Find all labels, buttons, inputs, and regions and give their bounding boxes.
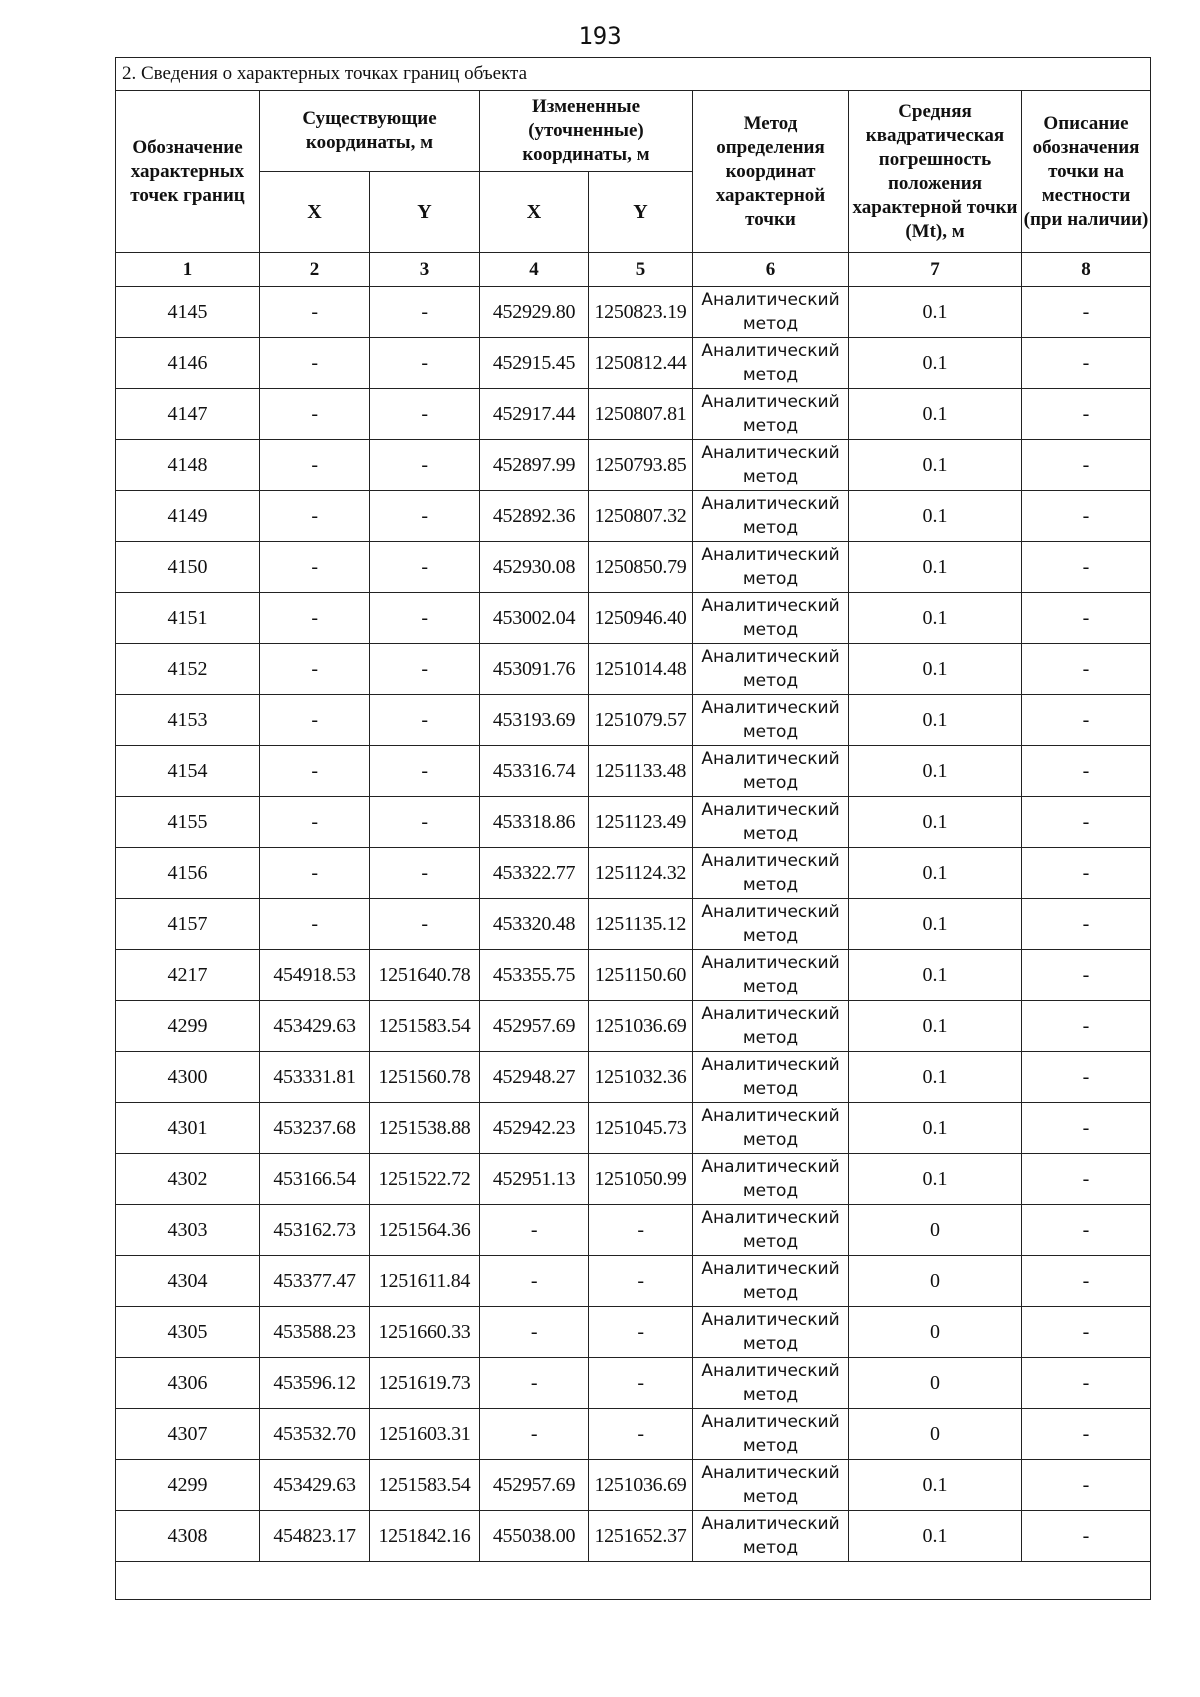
description-cell: -	[1022, 542, 1151, 593]
description-cell: -	[1022, 1460, 1151, 1511]
mean-square-error-cell: 0.1	[849, 338, 1022, 389]
method-cell: Аналитический метод	[693, 1205, 849, 1256]
description-cell: -	[1022, 338, 1151, 389]
method-cell: Аналитический метод	[693, 491, 849, 542]
method-cell: Аналитический метод	[693, 542, 849, 593]
changed-y-cell: 1251133.48	[589, 746, 693, 797]
changed-x-cell: 453193.69	[480, 695, 589, 746]
existing-y-cell: 1251640.78	[370, 950, 480, 1001]
point-id-cell: 4305	[116, 1307, 260, 1358]
point-id-cell: 4148	[116, 440, 260, 491]
changed-y-cell: 1251135.12	[589, 899, 693, 950]
table-row	[116, 1511, 1151, 1562]
description-cell: -	[1022, 287, 1151, 338]
mean-square-error-cell: 0.1	[849, 746, 1022, 797]
changed-x-cell: 452942.23	[480, 1103, 589, 1154]
changed-x-cell: -	[480, 1409, 589, 1460]
changed-y-cell: 1251124.32	[589, 848, 693, 899]
existing-x-cell: 453162.73	[260, 1205, 370, 1256]
existing-x-cell: -	[260, 797, 370, 848]
table-empty-footer-row	[116, 1562, 1151, 1600]
existing-x-cell: 453588.23	[260, 1307, 370, 1358]
mean-square-error-cell: 0	[849, 1358, 1022, 1409]
section-title: 2. Сведения о характерных точках границ объекта	[116, 58, 1151, 91]
header-point-designation: Обозначение характерных точек границ	[116, 91, 260, 253]
method-cell: Аналитический метод	[693, 1409, 849, 1460]
header-existing-y: Y	[370, 172, 480, 253]
existing-x-cell: 454823.17	[260, 1511, 370, 1562]
changed-x-cell: 452892.36	[480, 491, 589, 542]
mean-square-error-cell: 0	[849, 1256, 1022, 1307]
changed-x-cell: 452929.80	[480, 287, 589, 338]
point-id-cell: 4301	[116, 1103, 260, 1154]
existing-y-cell: 1251583.54	[370, 1460, 480, 1511]
existing-x-cell: -	[260, 644, 370, 695]
existing-y-cell: -	[370, 797, 480, 848]
existing-x-cell: 454918.53	[260, 950, 370, 1001]
changed-x-cell: -	[480, 1205, 589, 1256]
mean-square-error-cell: 0.1	[849, 1460, 1022, 1511]
table-row	[116, 1409, 1151, 1460]
table-row	[116, 848, 1151, 899]
existing-y-cell: -	[370, 389, 480, 440]
description-cell: -	[1022, 950, 1151, 1001]
existing-x-cell: 453166.54	[260, 1154, 370, 1205]
header-method: Метод определения координат характерной точки	[693, 91, 849, 253]
changed-y-cell: 1250946.40	[589, 593, 693, 644]
table-header	[116, 58, 1151, 287]
existing-x-cell: -	[260, 491, 370, 542]
table-row	[116, 1460, 1151, 1511]
point-id-cell: 4149	[116, 491, 260, 542]
column-number: 8	[1022, 253, 1151, 287]
changed-x-cell: 455038.00	[480, 1511, 589, 1562]
existing-y-cell: -	[370, 593, 480, 644]
method-cell: Аналитический метод	[693, 1307, 849, 1358]
existing-y-cell: 1251842.16	[370, 1511, 480, 1562]
column-number: 2	[260, 253, 370, 287]
method-cell: Аналитический метод	[693, 950, 849, 1001]
mean-square-error-cell: 0.1	[849, 1001, 1022, 1052]
table-row	[116, 1001, 1151, 1052]
existing-x-cell: -	[260, 899, 370, 950]
changed-y-cell: 1251032.36	[589, 1052, 693, 1103]
description-cell: -	[1022, 389, 1151, 440]
column-number: 1	[116, 253, 260, 287]
existing-x-cell: 453377.47	[260, 1256, 370, 1307]
description-cell: -	[1022, 1103, 1151, 1154]
changed-y-cell: -	[589, 1307, 693, 1358]
changed-y-cell: 1250807.32	[589, 491, 693, 542]
point-id-cell: 4299	[116, 1460, 260, 1511]
table-row	[116, 1307, 1151, 1358]
method-cell: Аналитический метод	[693, 1511, 849, 1562]
changed-y-cell: 1250850.79	[589, 542, 693, 593]
point-id-cell: 4155	[116, 797, 260, 848]
changed-y-cell: 1251036.69	[589, 1460, 693, 1511]
mean-square-error-cell: 0	[849, 1205, 1022, 1256]
changed-x-cell: 453320.48	[480, 899, 589, 950]
existing-x-cell: -	[260, 389, 370, 440]
description-cell: -	[1022, 440, 1151, 491]
point-id-cell: 4300	[116, 1052, 260, 1103]
table-body	[116, 287, 1151, 1562]
table-row	[116, 1358, 1151, 1409]
changed-x-cell: 453002.04	[480, 593, 589, 644]
existing-y-cell: -	[370, 746, 480, 797]
description-cell: -	[1022, 695, 1151, 746]
description-cell: -	[1022, 1409, 1151, 1460]
changed-x-cell: 453316.74	[480, 746, 589, 797]
changed-y-cell: 1250812.44	[589, 338, 693, 389]
table-row	[116, 1205, 1151, 1256]
changed-x-cell: 453355.75	[480, 950, 589, 1001]
mean-square-error-cell: 0.1	[849, 899, 1022, 950]
changed-x-cell: 452957.69	[480, 1460, 589, 1511]
existing-y-cell: -	[370, 287, 480, 338]
changed-x-cell: 453091.76	[480, 644, 589, 695]
changed-y-cell: -	[589, 1205, 693, 1256]
existing-y-cell: 1251583.54	[370, 1001, 480, 1052]
point-id-cell: 4147	[116, 389, 260, 440]
table-row	[116, 1103, 1151, 1154]
changed-x-cell: 453318.86	[480, 797, 589, 848]
description-cell: -	[1022, 1358, 1151, 1409]
mean-square-error-cell: 0.1	[849, 389, 1022, 440]
existing-y-cell: -	[370, 848, 480, 899]
column-numbers-row	[116, 253, 1151, 287]
mean-square-error-cell: 0.1	[849, 542, 1022, 593]
existing-x-cell: -	[260, 440, 370, 491]
existing-y-cell: -	[370, 440, 480, 491]
mean-square-error-cell: 0.1	[849, 440, 1022, 491]
changed-x-cell: 452917.44	[480, 389, 589, 440]
description-cell: -	[1022, 491, 1151, 542]
table-row	[116, 491, 1151, 542]
table-row	[116, 1154, 1151, 1205]
mean-square-error-cell: 0.1	[849, 797, 1022, 848]
method-cell: Аналитический метод	[693, 1052, 849, 1103]
existing-y-cell: 1251660.33	[370, 1307, 480, 1358]
changed-x-cell: 453322.77	[480, 848, 589, 899]
header-changed-y: Y	[589, 172, 693, 253]
point-id-cell: 4157	[116, 899, 260, 950]
mean-square-error-cell: 0	[849, 1409, 1022, 1460]
description-cell: -	[1022, 746, 1151, 797]
changed-y-cell: 1251652.37	[589, 1511, 693, 1562]
mean-square-error-cell: 0.1	[849, 1511, 1022, 1562]
point-id-cell: 4145	[116, 287, 260, 338]
point-id-cell: 4217	[116, 950, 260, 1001]
changed-y-cell: 1250793.85	[589, 440, 693, 491]
column-number: 4	[480, 253, 589, 287]
header-mean-square-error: Средняя квадратическая погрешность положения характерной точки (Mt), м	[849, 91, 1022, 253]
existing-x-cell: -	[260, 287, 370, 338]
empty-cell	[116, 1562, 1151, 1600]
description-cell: -	[1022, 797, 1151, 848]
table-row	[116, 389, 1151, 440]
changed-y-cell: -	[589, 1358, 693, 1409]
existing-x-cell: -	[260, 746, 370, 797]
existing-x-cell: -	[260, 593, 370, 644]
changed-y-cell: 1251045.73	[589, 1103, 693, 1154]
table-row	[116, 746, 1151, 797]
changed-x-cell: -	[480, 1256, 589, 1307]
point-id-cell: 4151	[116, 593, 260, 644]
method-cell: Аналитический метод	[693, 1154, 849, 1205]
table-row	[116, 950, 1151, 1001]
existing-y-cell: -	[370, 899, 480, 950]
existing-x-cell: -	[260, 848, 370, 899]
existing-y-cell: -	[370, 338, 480, 389]
table-row	[116, 695, 1151, 746]
changed-y-cell: 1251014.48	[589, 644, 693, 695]
changed-y-cell: -	[589, 1409, 693, 1460]
existing-y-cell: -	[370, 695, 480, 746]
changed-x-cell: -	[480, 1358, 589, 1409]
table-row	[116, 644, 1151, 695]
method-cell: Аналитический метод	[693, 1358, 849, 1409]
changed-y-cell: 1250823.19	[589, 287, 693, 338]
point-id-cell: 4146	[116, 338, 260, 389]
changed-x-cell: 452948.27	[480, 1052, 589, 1103]
changed-y-cell: 1251079.57	[589, 695, 693, 746]
mean-square-error-cell: 0.1	[849, 491, 1022, 542]
existing-x-cell: 453331.81	[260, 1052, 370, 1103]
description-cell: -	[1022, 1256, 1151, 1307]
mean-square-error-cell: 0.1	[849, 1103, 1022, 1154]
page-number: 193	[578, 22, 622, 50]
point-id-cell: 4156	[116, 848, 260, 899]
description-cell: -	[1022, 644, 1151, 695]
method-cell: Аналитический метод	[693, 287, 849, 338]
changed-x-cell: 452951.13	[480, 1154, 589, 1205]
method-cell: Аналитический метод	[693, 593, 849, 644]
point-id-cell: 4150	[116, 542, 260, 593]
description-cell: -	[1022, 899, 1151, 950]
point-id-cell: 4154	[116, 746, 260, 797]
description-cell: -	[1022, 593, 1151, 644]
header-description: Описание обозначения точки на местности (при наличии)	[1022, 91, 1151, 253]
description-cell: -	[1022, 1154, 1151, 1205]
point-id-cell: 4153	[116, 695, 260, 746]
column-number: 7	[849, 253, 1022, 287]
column-number: 5	[589, 253, 693, 287]
point-id-cell: 4304	[116, 1256, 260, 1307]
table-row	[116, 593, 1151, 644]
existing-y-cell: -	[370, 644, 480, 695]
mean-square-error-cell: 0.1	[849, 593, 1022, 644]
existing-y-cell: -	[370, 491, 480, 542]
existing-y-cell: 1251603.31	[370, 1409, 480, 1460]
existing-y-cell: 1251611.84	[370, 1256, 480, 1307]
table-row	[116, 338, 1151, 389]
table-row	[116, 542, 1151, 593]
description-cell: -	[1022, 848, 1151, 899]
method-cell: Аналитический метод	[693, 848, 849, 899]
changed-y-cell: -	[589, 1256, 693, 1307]
table-row	[116, 287, 1151, 338]
existing-x-cell: -	[260, 338, 370, 389]
existing-y-cell: 1251564.36	[370, 1205, 480, 1256]
table-row	[116, 1256, 1151, 1307]
changed-y-cell: 1251123.49	[589, 797, 693, 848]
header-changed-coordinates: Измененные (уточненные) координаты, м	[480, 91, 693, 172]
description-cell: -	[1022, 1307, 1151, 1358]
existing-x-cell: 453429.63	[260, 1001, 370, 1052]
point-id-cell: 4299	[116, 1001, 260, 1052]
method-cell: Аналитический метод	[693, 1103, 849, 1154]
method-cell: Аналитический метод	[693, 644, 849, 695]
changed-x-cell: -	[480, 1307, 589, 1358]
description-cell: -	[1022, 1001, 1151, 1052]
existing-y-cell: 1251538.88	[370, 1103, 480, 1154]
changed-x-cell: 452915.45	[480, 338, 589, 389]
mean-square-error-cell: 0.1	[849, 1052, 1022, 1103]
column-number: 3	[370, 253, 480, 287]
existing-x-cell: 453596.12	[260, 1358, 370, 1409]
existing-y-cell: -	[370, 542, 480, 593]
mean-square-error-cell: 0.1	[849, 644, 1022, 695]
description-cell: -	[1022, 1052, 1151, 1103]
table-row	[116, 440, 1151, 491]
point-id-cell: 4307	[116, 1409, 260, 1460]
method-cell: Аналитический метод	[693, 899, 849, 950]
existing-x-cell: 453429.63	[260, 1460, 370, 1511]
description-cell: -	[1022, 1511, 1151, 1562]
table-row	[116, 1052, 1151, 1103]
point-id-cell: 4302	[116, 1154, 260, 1205]
method-cell: Аналитический метод	[693, 1001, 849, 1052]
existing-x-cell: 453532.70	[260, 1409, 370, 1460]
description-cell: -	[1022, 1205, 1151, 1256]
mean-square-error-cell: 0.1	[849, 848, 1022, 899]
method-cell: Аналитический метод	[693, 389, 849, 440]
existing-x-cell: -	[260, 695, 370, 746]
changed-y-cell: 1250807.81	[589, 389, 693, 440]
changed-y-cell: 1251150.60	[589, 950, 693, 1001]
header-existing-x: X	[260, 172, 370, 253]
changed-y-cell: 1251050.99	[589, 1154, 693, 1205]
changed-y-cell: 1251036.69	[589, 1001, 693, 1052]
method-cell: Аналитический метод	[693, 1460, 849, 1511]
existing-y-cell: 1251560.78	[370, 1052, 480, 1103]
mean-square-error-cell: 0	[849, 1307, 1022, 1358]
header-existing-coordinates: Существующие координаты, м	[260, 91, 480, 172]
changed-x-cell: 452897.99	[480, 440, 589, 491]
table-row	[116, 899, 1151, 950]
column-number: 6	[693, 253, 849, 287]
point-id-cell: 4308	[116, 1511, 260, 1562]
point-id-cell: 4152	[116, 644, 260, 695]
header-changed-x: X	[480, 172, 589, 253]
table-row	[116, 797, 1151, 848]
method-cell: Аналитический метод	[693, 695, 849, 746]
mean-square-error-cell: 0.1	[849, 695, 1022, 746]
boundary-points-table	[115, 57, 1151, 1600]
method-cell: Аналитический метод	[693, 440, 849, 491]
point-id-cell: 4303	[116, 1205, 260, 1256]
method-cell: Аналитический метод	[693, 338, 849, 389]
existing-y-cell: 1251522.72	[370, 1154, 480, 1205]
existing-y-cell: 1251619.73	[370, 1358, 480, 1409]
changed-x-cell: 452930.08	[480, 542, 589, 593]
mean-square-error-cell: 0.1	[849, 287, 1022, 338]
method-cell: Аналитический метод	[693, 797, 849, 848]
point-id-cell: 4306	[116, 1358, 260, 1409]
method-cell: Аналитический метод	[693, 746, 849, 797]
existing-x-cell: -	[260, 542, 370, 593]
existing-x-cell: 453237.68	[260, 1103, 370, 1154]
mean-square-error-cell: 0.1	[849, 1154, 1022, 1205]
changed-x-cell: 452957.69	[480, 1001, 589, 1052]
mean-square-error-cell: 0.1	[849, 950, 1022, 1001]
method-cell: Аналитический метод	[693, 1256, 849, 1307]
